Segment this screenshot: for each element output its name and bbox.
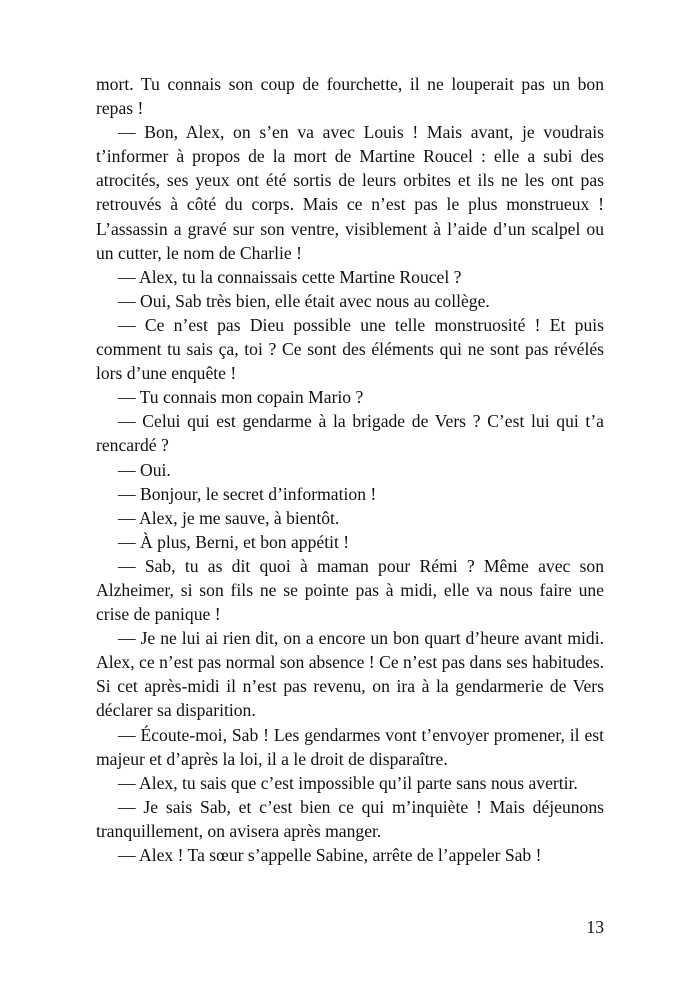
dialogue-paragraph: — Sab, tu as dit quoi à maman pour Rémi ? Même avec son Alzheimer, si son fils ne se pointe pas à midi, elle va nous faire une crise de panique ! bbox=[96, 555, 604, 625]
dialogue-paragraph: — Bonjour, le secret d’information ! bbox=[118, 483, 377, 504]
dialogue-paragraph: — Tu connais mon copain Mario ? bbox=[118, 387, 364, 408]
dialogue-paragraph: — Oui. bbox=[118, 459, 171, 480]
page-number: 13 bbox=[586, 917, 604, 937]
page-text bbox=[96, 72, 604, 867]
dialogue-paragraph: — Je sais Sab, et c’est bien ce qui m’inquiète ! Mais déjeunons tranquillement, on avisera après manger. bbox=[96, 796, 604, 841]
dialogue-paragraph: — Celui qui est gendarme à la brigade de Vers ? C’est lui qui t’a rencardé ? bbox=[96, 411, 604, 456]
dialogue-paragraph: — Alex, tu la connaissais cette Martine Roucel ? bbox=[118, 266, 462, 287]
paragraph-continuation: mort. Tu connais son coup de fourchette, il ne louperait pas un bon repas ! bbox=[96, 74, 604, 119]
dialogue-paragraph: — Ce n’est pas Dieu possible une telle monstruosité ! Et puis comment tu sais ça, toi ? Ce sont des éléments qui ne sont pas révélés lors d’une enquête ! bbox=[96, 314, 604, 384]
dialogue-paragraph: — Écoute-moi, Sab ! Les gendarmes vont t’envoyer promener, il est majeur et d’après la loi, il a le droit de disparaître. bbox=[96, 724, 604, 769]
dialogue-paragraph: — Alex ! Ta sœur s’appelle Sabine, arrête de l’appeler Sab ! bbox=[118, 845, 542, 865]
dialogue-paragraph: — Alex, tu sais que c’est impossible qu’il parte sans nous avertir. bbox=[118, 772, 578, 793]
dialogue-paragraph: — Bon, Alex, on s’en va avec Louis ! Mais avant, je voudrais t’informer à propos de la mort de Martine Roucel : elle a subi des atrocités, ses yeux ont été sortis de leurs orbites et ils ne les ont pas retrouvés à côté du corps. Mais ce n’est pas le plus monstrueux ! L’assassin a gravé sur son ventre, visiblement à l’aide d’un scalpel ou un cutter, le nom de Charlie ! bbox=[96, 122, 604, 263]
dialogue-paragraph: — Alex, je me sauve, à bientôt. bbox=[118, 507, 340, 528]
dialogue-paragraph: — Oui, Sab très bien, elle était avec nous au collège. bbox=[118, 290, 490, 311]
dialogue-paragraph: — Je ne lui ai rien dit, on a encore un bon quart d’heure avant midi. Alex, ce n’est pas normal son absence ! Ce n’est pas dans ses habitudes. Si cet après-midi il n’est pas revenu, on ira à la gendarmerie de Vers déclarer sa disparition. bbox=[96, 628, 604, 721]
dialogue-paragraph: — À plus, Berni, et bon appétit ! bbox=[118, 531, 350, 552]
